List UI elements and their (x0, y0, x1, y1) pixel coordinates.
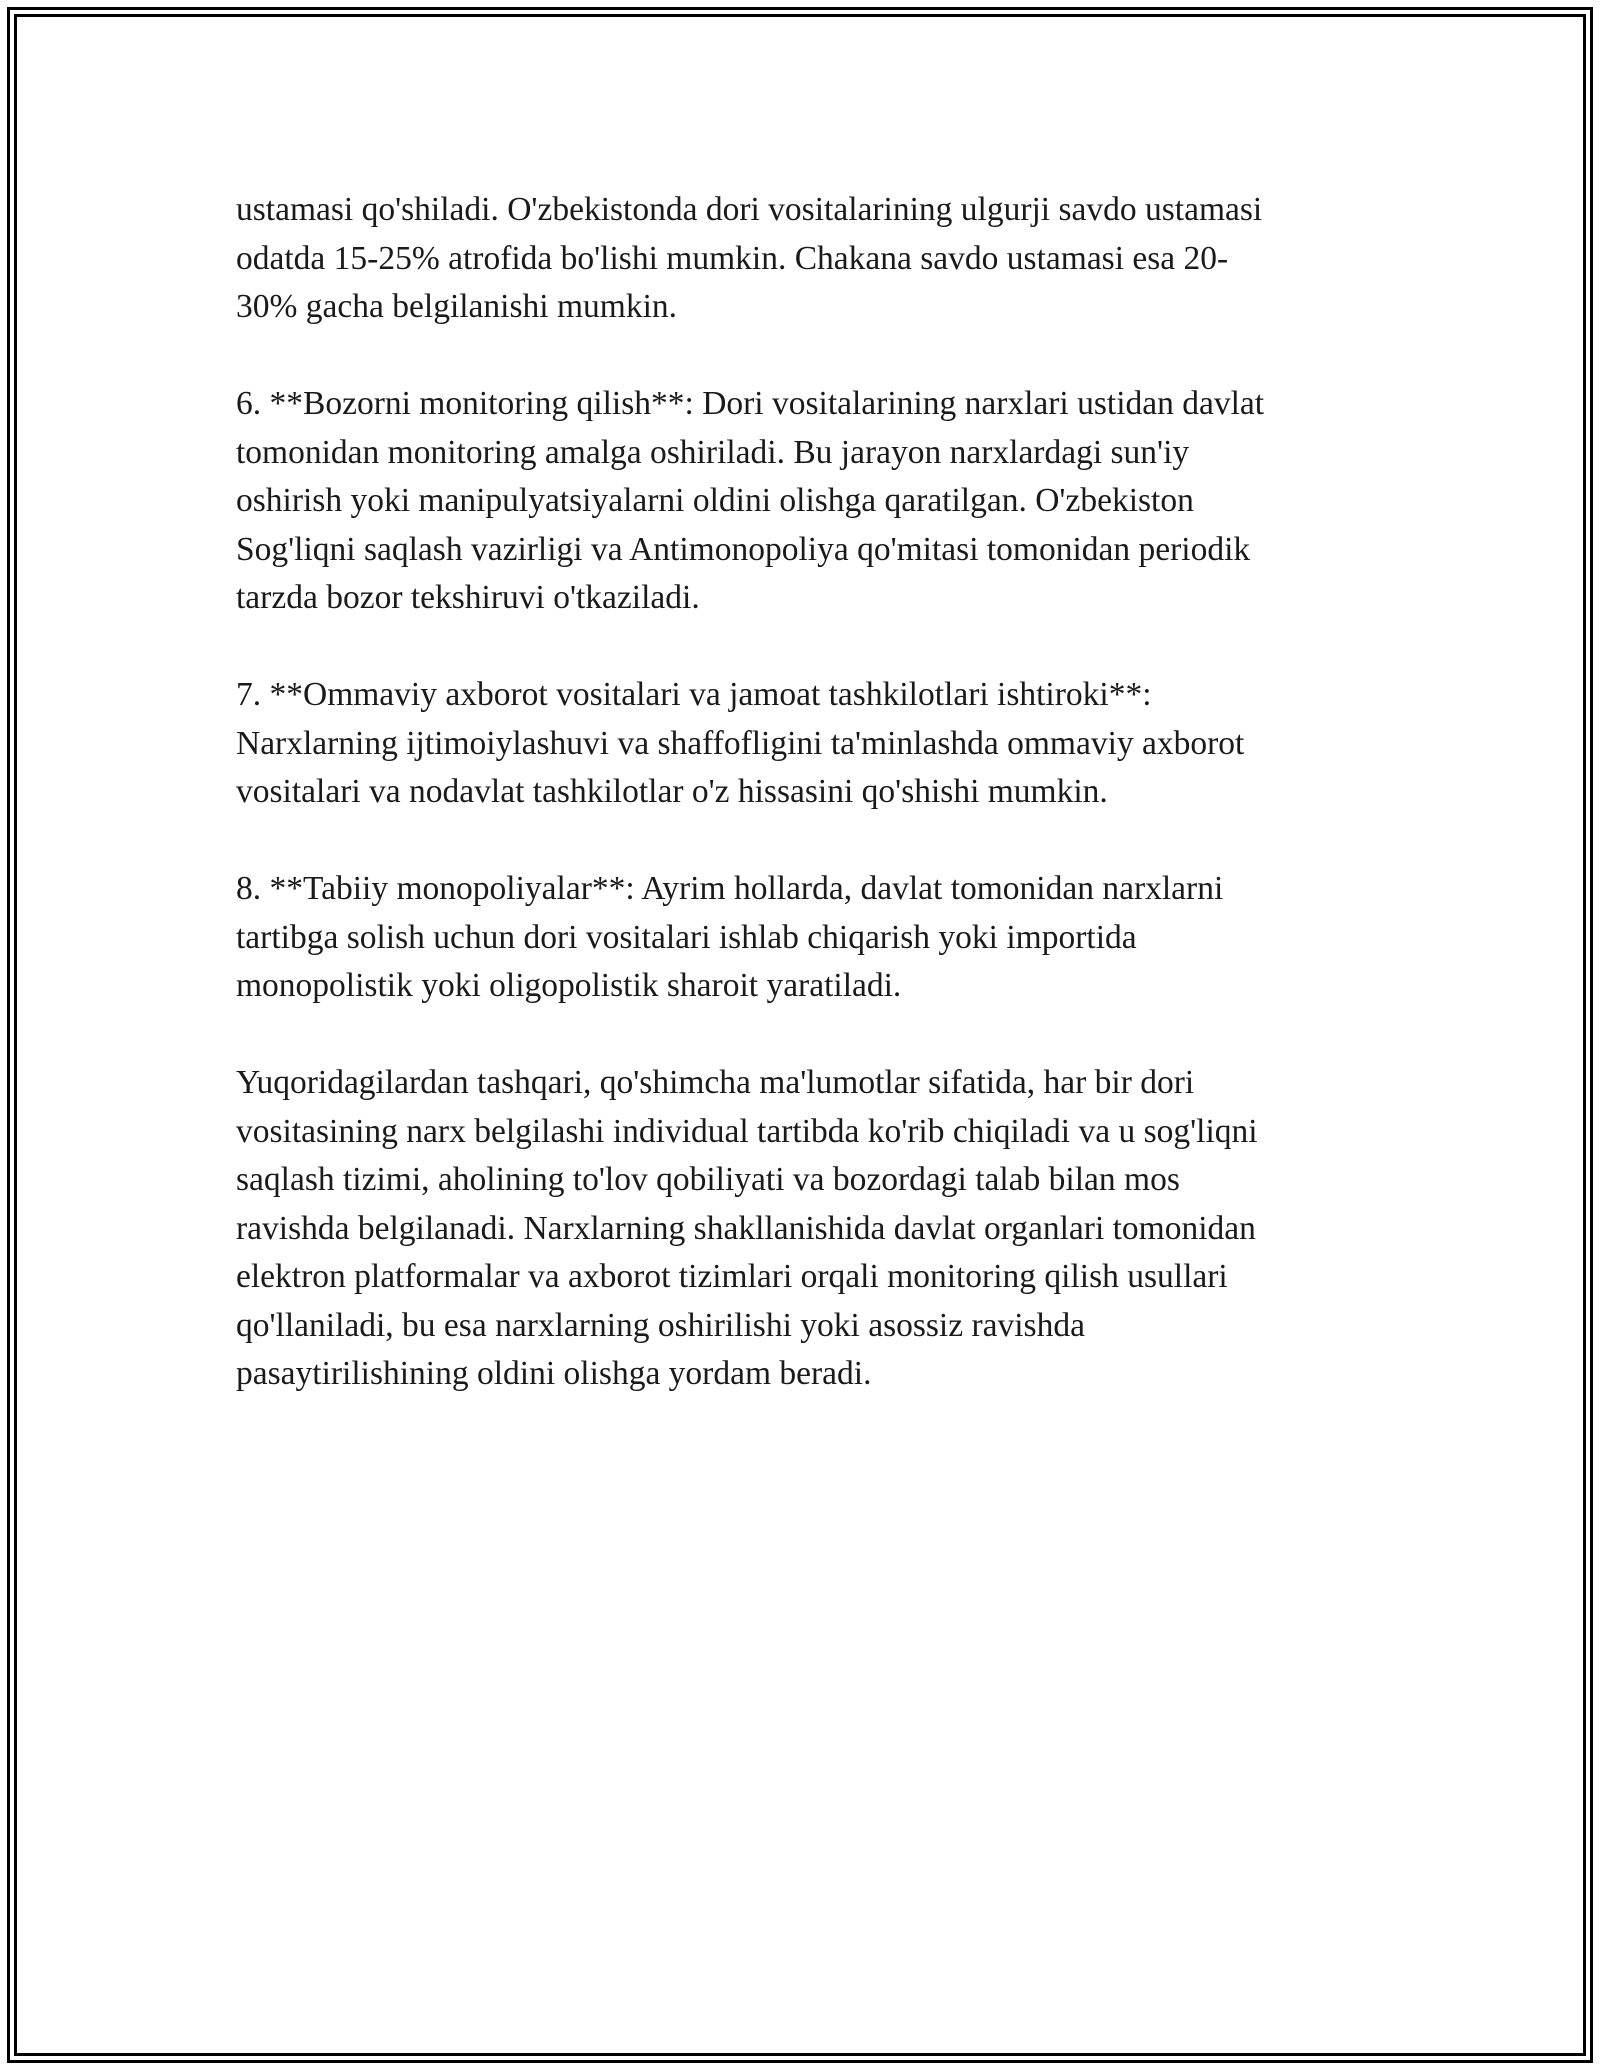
text-line: monopolistik yoki oligopolistik sharoit yaratiladi. (236, 967, 902, 1004)
text-line: pasaytirilishining oldini olishga yordam beradi. (236, 1355, 872, 1392)
text-line: Narxlarning ijtimoiylashuvi va shaffofligini ta'minlashda ommaviy axborot (236, 724, 1245, 762)
text-line: qo'llaniladi, bu esa narxlarning oshirilishi yoki asossiz ravishda (236, 1306, 1085, 1344)
text-line: 30% gacha belgilanishi mumkin. (236, 288, 677, 325)
text-line: ravishda belgilanadi. Narxlarning shakllanishida davlat organlari tomonidan (236, 1209, 1256, 1247)
paragraph-item-8 (236, 865, 1366, 1011)
text-line: ustamasi qo'shiladi. O'zbekistonda dori vositalarining ulgurji savdo ustamasi (236, 191, 1263, 228)
text-line: 8. **Tabiiy monopoliyalar**: Ayrim hollarda, davlat tomonidan narxlarni (236, 870, 1224, 907)
paragraph-item-7 (236, 671, 1366, 817)
text-line: Sog'liqni saqlash vazirligi va Antimonopoliya qo'mitasi tomonidan periodik (236, 530, 1251, 568)
paragraph-item-6 (236, 380, 1366, 623)
document-body (236, 186, 1366, 1447)
text-line: tomonidan monitoring amalga oshiriladi. Bu jarayon narxlardagi sun'iy (236, 433, 1190, 471)
text-line: tarzda bozor tekshiruvi o'tkaziladi. (236, 579, 700, 616)
text-line: vositalari va nodavlat tashkilotlar o'z hissasini qo'shishi mumkin. (236, 773, 1108, 810)
text-line: saqlash tizimi, aholining to'lov qobiliyati va bozordagi talab bilan mos (236, 1161, 1180, 1198)
text-line: elektron platformalar va axborot tizimlari orqali monitoring qilish usullari (236, 1258, 1228, 1295)
text-line: tartibga solish uchun dori vositalari ishlab chiqarish yoki importida (236, 918, 1137, 956)
paragraph-markup-continuation (236, 186, 1366, 332)
text-line: vositasining narx belgilashi individual tartibda ko'rib chiqiladi va u sog'liqni (236, 1112, 1258, 1150)
text-line: odatda 15-25% atrofida bo'lishi mumkin. Chakana savdo ustamasi esa 20- (236, 239, 1229, 277)
text-line: Yuqoridagilardan tashqari, qo'shimcha ma'lumotlar sifatida, har bir dori (236, 1064, 1195, 1101)
text-line: 6. **Bozorni monitoring qilish**: Dori vositalarining narxlari ustidan davlat (236, 385, 1265, 422)
text-line: 7. **Ommaviy axborot vositalari va jamoat tashkilotlari ishtiroki**: (236, 676, 1152, 713)
text-line: oshirish yoki manipulyatsiyalarni oldini olishga qaratilgan. O'zbekiston (236, 482, 1194, 519)
paragraph-conclusion (236, 1059, 1366, 1399)
